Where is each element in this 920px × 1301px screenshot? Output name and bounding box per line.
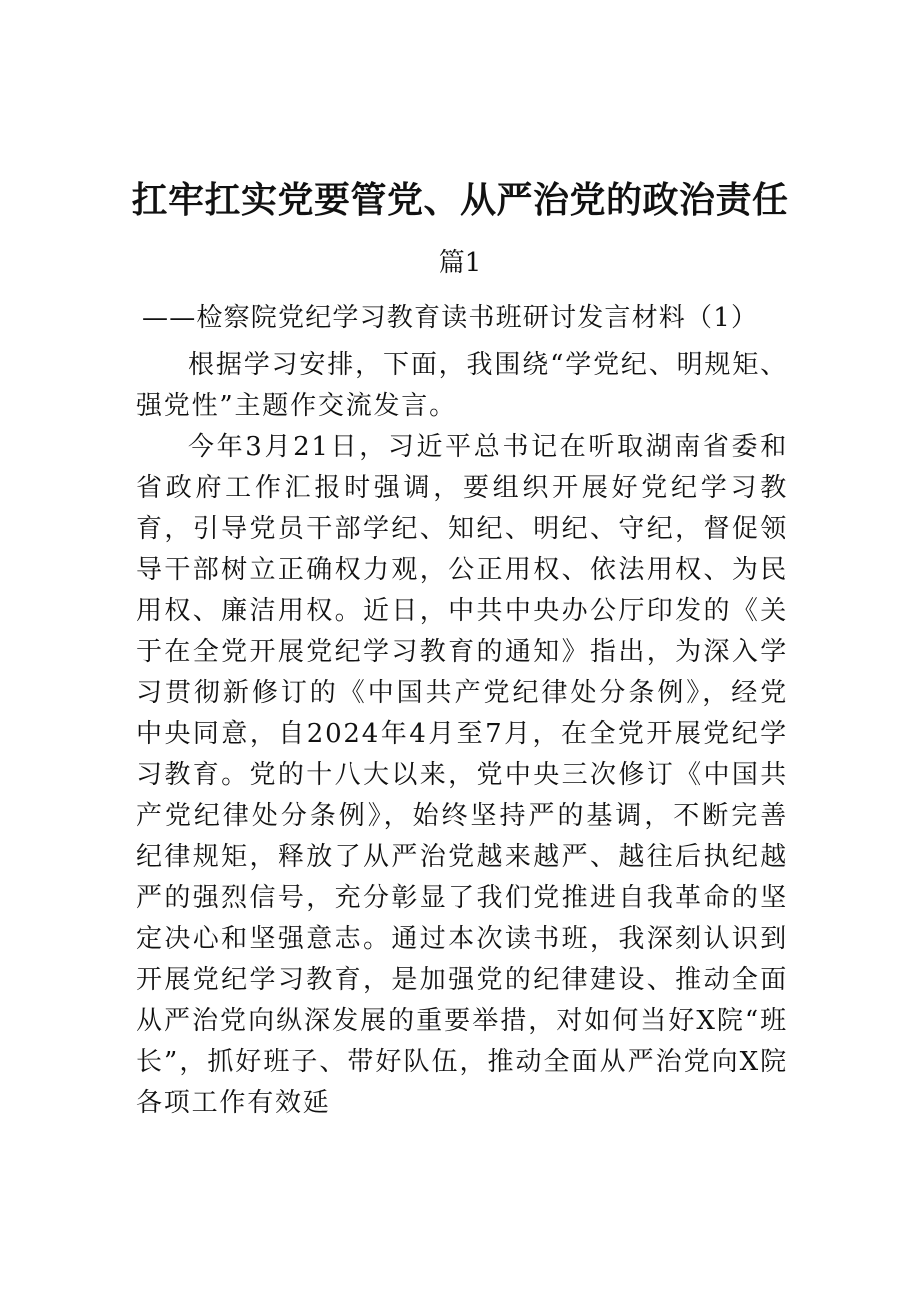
document-title: 扛牢扛实党要管党、从严治党的政治责任 <box>131 180 789 221</box>
document-body <box>136 345 788 1124</box>
paragraph: 今年3月21日，习近平总书记在听取湖南省委和省政府工作汇报时强调，要组织开展好党纪学习教育，引导党员干部学纪、知纪、明纪、守纪，督促领导干部树立正确权力观，公正用权、依法用权、为民用权、廉洁用权。近日，中共中央办公厅印发的《关于在全党开展党纪学习教育的通知》指出，为深入学习贯彻新修订的《中国共产党纪律处分条例》，经党中央同意，自2024年4月至7月，在全党开展党纪学习教育。党的十八大以来，党中央三次修订《中国共产党纪律处分条例》，始终坚持严的基调，不断完善纪律规矩，释放了从严治党越来越严、越往后执纪越严的强烈信号，充分彰显了我们党推进自我革命的坚定决心和坚强意志。通过本次读书班，我深刻认识到开展党纪学习教育，是加强党的纪律建设、推动全面从严治党向纵深发展的重要举措，对如何当好X院“班长”，抓好班子、带好队伍，推动全面从严治党向X院各项工作有效延 <box>136 432 788 1118</box>
document-subheading: ——检察院党纪学习教育读书班研讨发言材料（1） <box>142 303 759 333</box>
document-subtitle: 篇1 <box>438 248 482 278</box>
paragraph: 根据学习安排，下面，我围绕“学党纪、明规矩、强党性”主题作交流发言。 <box>136 350 788 421</box>
